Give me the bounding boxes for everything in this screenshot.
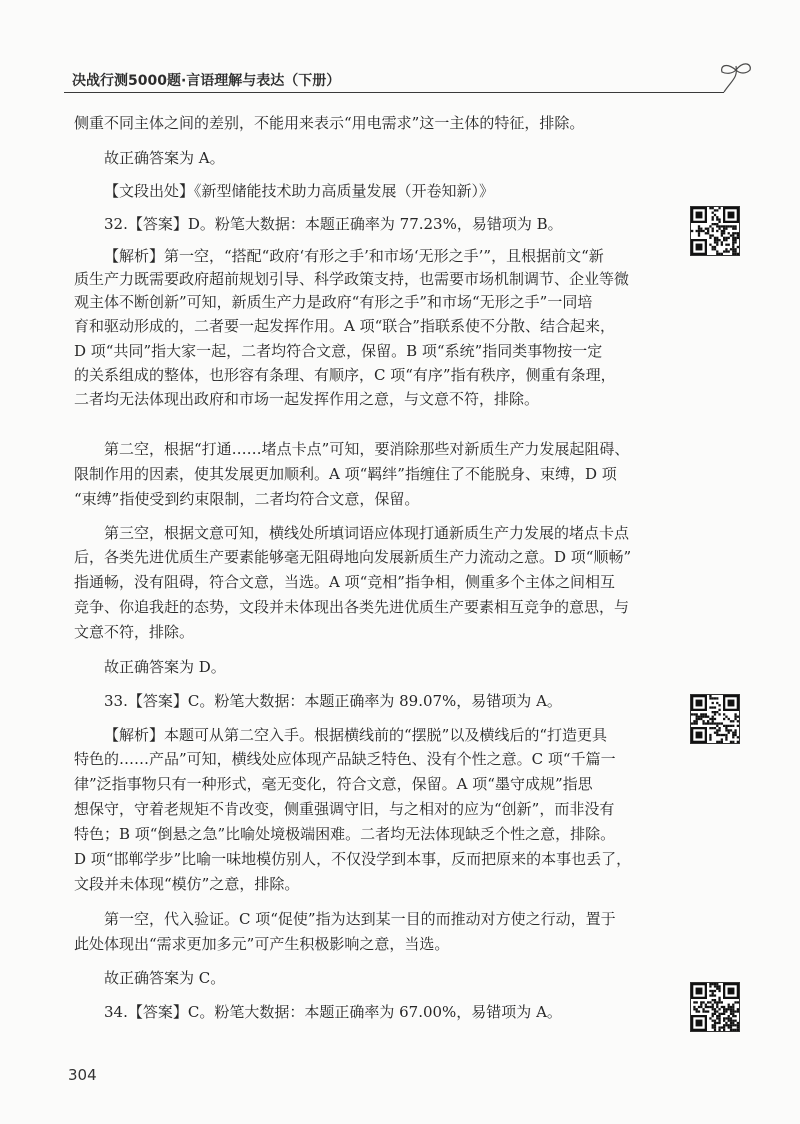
text-line: 第二空，根据“打通……堵点卡点”可知，要消除那些对新质生产力发展起阻碍、 — [104, 440, 630, 458]
text-line: 第一空，代入验证。C 项“促使”指为达到某一目的而推动对方使之行动，置于 — [104, 910, 616, 928]
text-line: 限制作用的因素，使其发展更加顺利。A 项“羁绊”指缠住了不能脱身、束缚，D 项 — [74, 465, 617, 483]
text-line: 想保守，守着老规矩不肯改变，侧重强调守旧，与之相对的应为“创新”，而非没有 — [74, 800, 615, 818]
text-line: D 项“共同”指大家一起，二者均符合文意，保留。B 项“系统”指同类事物按一定 — [74, 342, 603, 360]
text-line: 育和驱动形成的，二者要一起发挥作用。A 项“联合”指联系使不分散、结合起来， — [74, 317, 615, 335]
text-line: 34.【答案】C。粉笔大数据：本题正确率为 67.00%，易错项为 A。 — [104, 1003, 562, 1021]
qr-code-32-icon[interactable] — [690, 206, 740, 256]
text-line: “束缚”指使受到约束限制，二者均符合文意，保留。 — [74, 490, 420, 508]
text-line: 【解析】本题可从第二空入手。根据横线前的“摆脱”以及横线后的“打造更具 — [104, 726, 608, 744]
text-line: 侧重不同主体之间的差别，不能用来表示“用电需求”这一主体的特征，排除。 — [74, 114, 585, 132]
text-line: 二者均无法体现出政府和市场一起发挥作用之意，与文意不符，排除。 — [74, 390, 540, 408]
text-line: 指通畅，没有阻碍，符合文意，当选。A 项“竞相”指争相，侧重多个主体之间相互 — [74, 573, 615, 591]
sprout-icon — [716, 60, 756, 94]
text-line: 【解析】第一空，“搭配“政府‘有形之手’和市场‘无形之手’”，且根据前文“新 — [104, 247, 604, 265]
text-line: 质生产力既需要政府超前规划引导、科学政策支持，也需要市场机制调节、企业等微 — [74, 270, 630, 288]
text-line: 特色的……产品”可知，横线处应体现产品缺乏特色、没有个性之意。C 项“千篇一 — [74, 750, 616, 768]
text-line: 的关系组成的整体，也形容有条理、有顺序，C 项“有序”指有秩序，侧重有条理， — [74, 366, 616, 384]
text-line: 观主体不断创新”可知，新质生产力是政府“有形之手”和市场“无形之手”一同培 — [74, 293, 593, 311]
page-number: 304 — [68, 1066, 97, 1084]
text-line: 【文段出处】《新型储能技术助力高质量发展（开卷知新）》 — [104, 182, 495, 200]
text-line: 文段并未体现“模仿”之意，排除。 — [74, 875, 300, 893]
text-line: 特色；B 项“倒悬之急”比喻处境极端困难。二者均无法体现缺乏个性之意，排除。 — [74, 825, 616, 843]
text-line: 竞争、你追我赶的态势，文段并未体现出各类先进优质生产要素相互竞争的意思，与 — [74, 598, 630, 616]
text-line: 故正确答案为 D。 — [104, 658, 226, 676]
text-line: 32.【答案】D。粉笔大数据：本题正确率为 77.23%，易错项为 B。 — [104, 215, 563, 233]
text-line: 33.【答案】C。粉笔大数据：本题正确率为 89.07%，易错项为 A。 — [104, 692, 562, 710]
qr-code-34-icon[interactable] — [690, 982, 740, 1032]
text-line: 文意不符，排除。 — [74, 623, 195, 641]
qr-code-33-icon[interactable] — [690, 694, 740, 744]
text-line: D 项“邯郸学步”比喻一味地模仿别人，不仅没学到本事，反而把原来的本事也丢了， — [74, 850, 632, 868]
header-rule — [64, 92, 724, 93]
text-line: 第三空，根据文意可知，横线处所填词语应体现打通新质生产力发展的堵点卡点 — [104, 524, 630, 542]
page-header — [64, 66, 764, 96]
text-line: 故正确答案为 C。 — [104, 969, 226, 987]
text-line: 故正确答案为 A。 — [104, 149, 225, 167]
text-line: 后，各类先进优质生产要素能够毫无阻碍地向发展新质生产力流动之意。D 项“顺畅” — [74, 548, 632, 566]
text-line: 此处体现出“需求更加多元”可产生积极影响之意，当选。 — [74, 935, 450, 953]
text-line: 律”泛指事物只有一种形式，毫无变化，符合文意，保留。A 项“墨守成规”指思 — [74, 775, 593, 793]
header-title: 决战行测5000题·言语理解与表达（下册） — [72, 73, 341, 89]
